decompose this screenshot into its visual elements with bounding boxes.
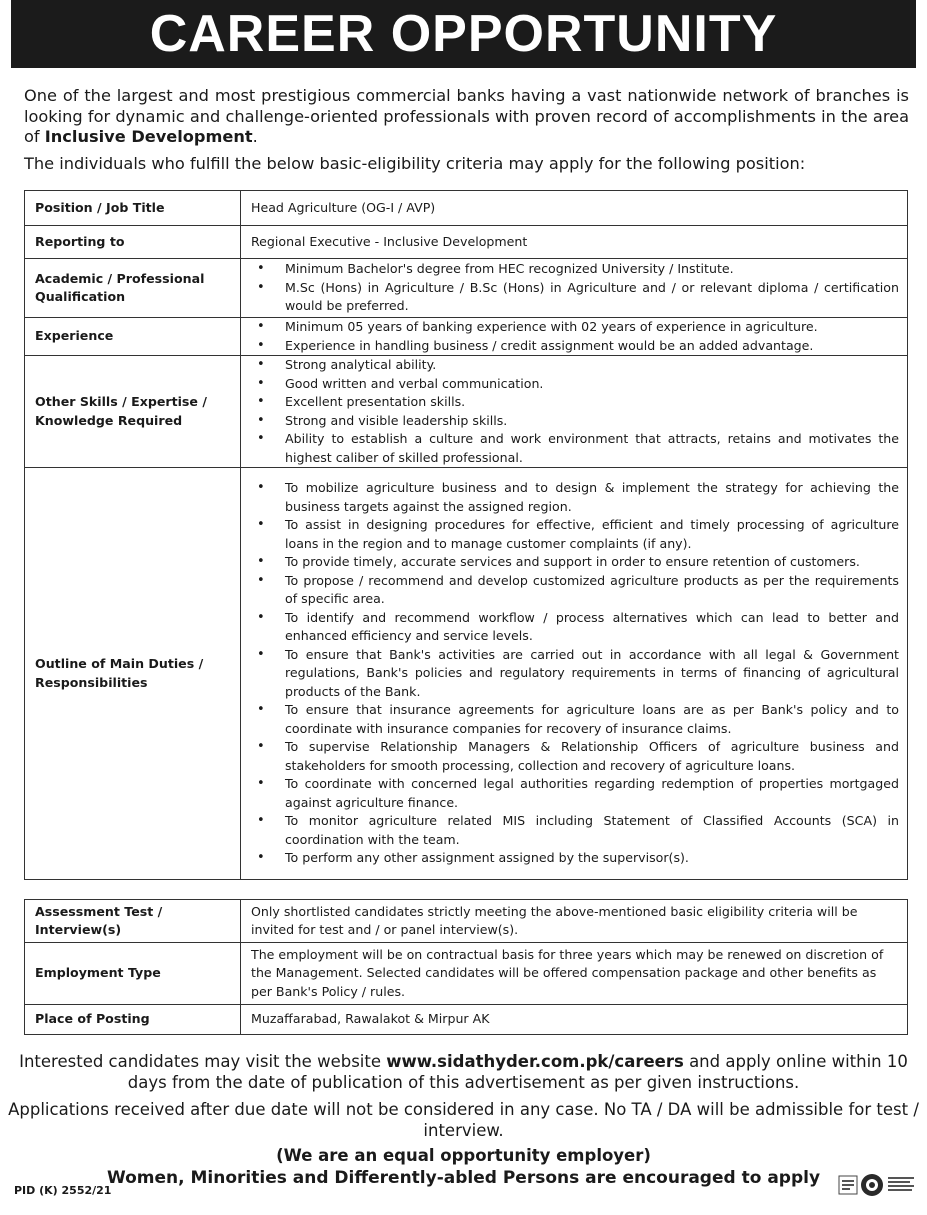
reporting-label: Reporting to <box>25 226 241 259</box>
bullet-item: • Ability to establish a culture and work environment that attracts, retains and motivates the highest caliber of skilled professional. <box>251 430 899 467</box>
row-assessment <box>25 900 908 943</box>
apply-instructions: Interested candidates may visit the website www.sidathyder.com.pk/careers and apply online within 10 days from the date of publication of this advertisement as per given instructions. <box>19 1052 908 1092</box>
bullet-item: • Minimum 05 years of banking experience with 02 years of experience in agriculture. <box>251 318 899 337</box>
careers-website: www.sidathyder.com.pk/careers <box>386 1052 684 1071</box>
experience-label: Experience <box>25 318 241 356</box>
bullet-item: • To monitor agriculture related MIS including Statement of Classified Accounts (SCA) in coordination with the team. <box>251 812 899 849</box>
bullet-item: • To ensure that insurance agreements for agriculture loans are as per Bank's policy and to coordinate with insurance companies for recovery of insurance claims. <box>251 701 899 738</box>
posting-label: Place of Posting <box>25 1005 241 1035</box>
intro-paragraph: One of the largest and most prestigious commercial banks having a vast nationwide network of branches is looking for dynamic and challenge-oriented professionals with proven record of accomplishments in the area of Inclusive Development. <box>24 86 909 146</box>
header-banner <box>11 0 916 68</box>
bullet-item: • To assist in designing procedures for effective, efficient and timely processing of agriculture loans in the region and to manage customer complaints (if any). <box>251 516 899 553</box>
reporting-value: Regional Executive - Inclusive Development <box>241 226 908 259</box>
bullet-item: • To perform any other assignment assigned by the supervisor(s). <box>251 849 899 868</box>
position-value: Head Agriculture (OG-I / AVP) <box>241 191 908 226</box>
bullet-item: • Strong and visible leadership skills. <box>251 412 899 431</box>
row-duties <box>25 468 908 880</box>
employment-value: The employment will be on contractual basis for three years which may be renewed on discretion of the Management. Selected candidates will be offered compensation package and other benefits as per Bank's Policy / rules. <box>241 943 908 1005</box>
qualification-list <box>251 260 899 316</box>
publication-id: PID (K) 2552/21 <box>14 1184 112 1197</box>
bullet-item: • To supervise Relationship Managers & Relationship Officers of agriculture business and stakeholders for smooth processing, collection and recovery of agriculture loans. <box>251 738 899 775</box>
intro-highlight: Inclusive Development <box>44 127 253 146</box>
poverty-program-logo-icon <box>838 1172 918 1198</box>
assessment-label: Assessment Test / Interview(s) <box>25 900 241 943</box>
bullet-item: • Experience in handling business / credit assignment would be an added advantage. <box>251 337 899 356</box>
row-qualification <box>25 259 908 318</box>
bullet-item: • Minimum Bachelor's degree from HEC recognized University / Institute. <box>251 260 899 279</box>
encouragement-note: Women, Minorities and Differently-abled Persons are encouraged to apply <box>106 1168 821 1188</box>
skills-label: Other Skills / Expertise / Knowledge Required <box>25 356 241 468</box>
bullet-item: • To coordinate with concerned legal authorities regarding redemption of properties mortgaged against agriculture finance. <box>251 775 899 812</box>
bullet-item: • To ensure that Bank's activities are carried out in accordance with all legal & Government regulations, Bank's policies and regulatory requirements in terms of financing of agricultural products of the Bank. <box>251 646 899 702</box>
bullet-item: • To mobilize agriculture business and to design & implement the strategy for achieving the business targets against the assigned region. <box>251 479 899 516</box>
position-details-table <box>24 190 908 880</box>
row-position <box>25 191 908 226</box>
eligibility-statement: The individuals who fulfill the below basic-eligibility criteria may apply for the following position: <box>24 154 806 173</box>
bullet-item: • Good written and verbal communication. <box>251 375 899 394</box>
bullet-item: • To propose / recommend and develop customized agriculture products as per the requirements of specific area. <box>251 572 899 609</box>
bullet-item: • Strong analytical ability. <box>251 356 899 375</box>
duties-list <box>251 479 899 868</box>
row-reporting <box>25 226 908 259</box>
row-employment <box>25 943 908 1005</box>
experience-list <box>251 318 899 355</box>
bullet-item: • To identify and recommend workflow / process alternatives which can lead to better and enhanced efficiency and service levels. <box>251 609 899 646</box>
duties-label: Outline of Main Duties / Responsibilities <box>25 468 241 880</box>
bullet-item: • M.Sc (Hons) in Agriculture / B.Sc (Hons) in Agriculture and / or relevant diploma / certification would be preferred. <box>251 279 899 316</box>
row-experience <box>25 318 908 356</box>
posting-value: Muzaffarabad, Rawalakot & Mirpur AK <box>241 1005 908 1035</box>
skills-list <box>251 356 899 467</box>
position-label: Position / Job Title <box>25 191 241 226</box>
row-posting <box>25 1005 908 1035</box>
row-skills <box>25 356 908 468</box>
page-title: CAREER OPPORTUNITY <box>149 5 778 63</box>
qualification-label: Academic / Professional Qualification <box>25 259 241 318</box>
equal-opportunity-note: (We are an equal opportunity employer) <box>276 1146 651 1165</box>
employment-terms-table <box>24 899 908 1035</box>
bullet-item: • To provide timely, accurate services and support in order to ensure retention of customers. <box>251 553 899 572</box>
late-application-notice: Applications received after due date will not be considered in any case. No TA / DA will be admissible for test / interview. <box>8 1100 919 1140</box>
employment-label: Employment Type <box>25 943 241 1005</box>
assessment-value: Only shortlisted candidates strictly meeting the above-mentioned basic eligibility criteria will be invited for test and / or panel interview(s). <box>241 900 908 943</box>
bullet-item: • Excellent presentation skills. <box>251 393 899 412</box>
